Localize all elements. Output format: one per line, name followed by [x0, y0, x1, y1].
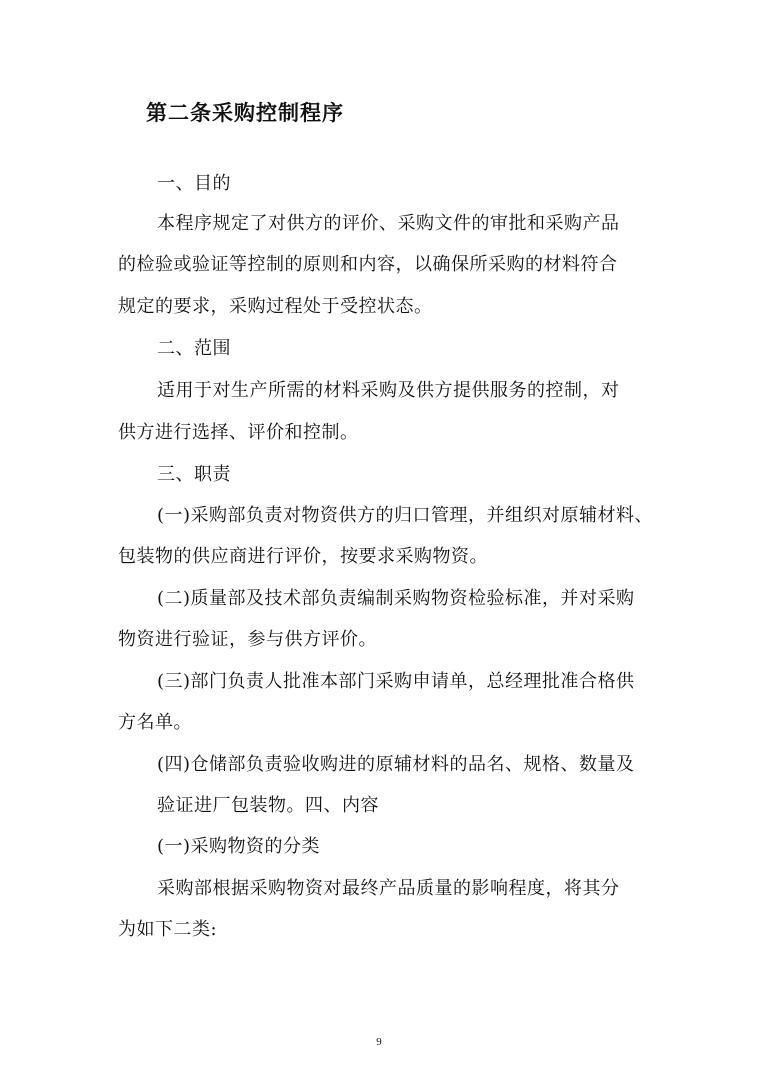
paragraph-line: 验证进厂包装物。四、内容 [157, 795, 379, 816]
page-number: 9 [376, 1036, 382, 1048]
section-title: 第二条采购控制程序 [146, 100, 344, 125]
paragraph-line: 的检验或验证等控制的原则和内容，以确保所采购的材料符合 [118, 254, 618, 275]
heading-purpose: 一、目的 [157, 173, 231, 194]
paragraph-line: 供方进行选择、评价和控制。 [118, 422, 359, 443]
paragraph-line: (二)质量部及技术部负责编制采购物资检验标准，并对采购 [157, 588, 635, 609]
paragraph-line: 适用于对生产所需的材料采购及供方提供服务的控制，对 [157, 380, 620, 401]
paragraph-line: (三)部门负责人批准本部门采购申请单，总经理批准合格供 [157, 671, 635, 692]
paragraph-line: 方名单。 [118, 712, 192, 733]
paragraph-line: 物资进行验证，参与供方评价。 [118, 629, 377, 650]
heading-scope: 二、范围 [157, 338, 231, 359]
paragraph-line: 包装物的供应商进行评价，按要求采购物资。 [118, 546, 488, 567]
subheading-classification: (一)采购物资的分类 [157, 836, 321, 857]
paragraph-line: (四)仓储部负责验收购进的原辅材料的品名、规格、数量及 [157, 754, 635, 775]
paragraph-line: (一)采购部负责对物资供方的归口管理，并组织对原辅材料、 [157, 505, 654, 526]
paragraph-line: 规定的要求，采购过程处于受控状态。 [118, 296, 433, 317]
paragraph-line: 本程序规定了对供方的评价、采购文件的审批和采购产品 [157, 213, 620, 234]
paragraph-line: 采购部根据采购物资对最终产品质量的影响程度，将其分 [157, 878, 620, 899]
paragraph-line: 为如下二类: [118, 919, 218, 940]
heading-responsibilities: 三、职责 [157, 464, 231, 485]
